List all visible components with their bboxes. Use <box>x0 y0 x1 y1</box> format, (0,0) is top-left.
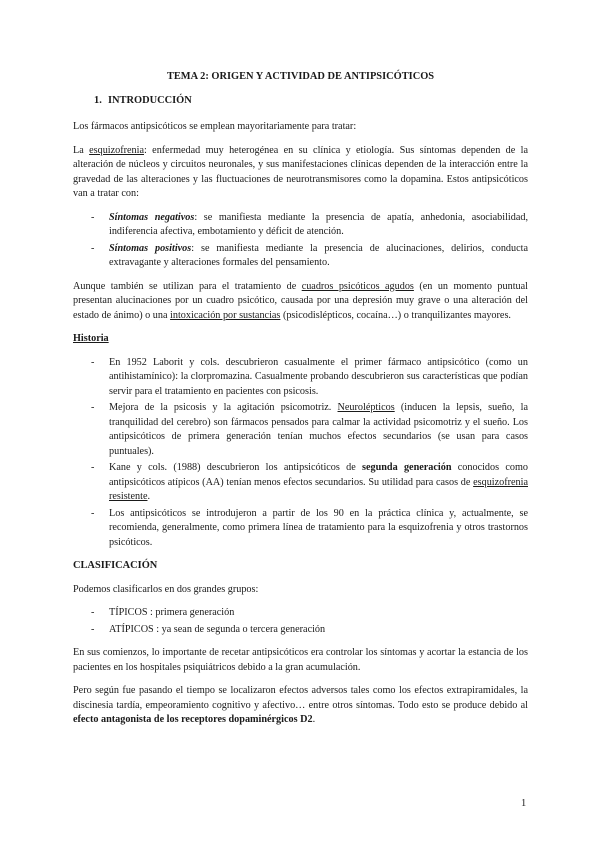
otros-usos-paragraph <box>73 280 528 324</box>
text-fragment: (psicodislépticos, cocaína…) o tranquilizantes mayores. <box>280 309 511 321</box>
list-item <box>73 211 528 240</box>
text-fragment: (en un momento puntual presentan alucinaciones por un cuadro psicótico, causada por una depresión muy grave o una alteración del estado de ánimo) o una <box>73 280 528 321</box>
text-fragment: : enfermedad muy heterogénea en su clínica y etiología. Sus síntomas dependen de la alteración de núcleos y circuitos neuronales, y sus manifestaciones clínicas dependen de la interacción entre la gravedad de las alteraciones y las fluctuaciones de neurotransmisores como la dopamina. Estos antipsicóticos van a tratar con: <box>73 144 528 199</box>
historia-heading: Historia <box>73 333 109 344</box>
term-esquizofrenia: esquizofrenia <box>89 144 144 156</box>
esquizofrenia-paragraph <box>73 144 528 202</box>
text-fragment: (inducen la lepsis, sueño, la tranquilidad del cerebro) son fármacos pensados para calmar la actividad psicomotriz y el sueño. Los antipsicóticos de primera generación tenían muchos efectos secundarios (se usan para casos puntuales). <box>109 402 529 457</box>
text-fragment: Aunque también se utilizan para el tratamiento de <box>73 280 302 292</box>
term-efecto-antagonista: efecto antagonista de los receptores dopaminérgicos D2 <box>73 714 313 725</box>
page-number: 1 <box>521 798 527 809</box>
term-neurolepticos: Neurolépticos <box>337 402 395 413</box>
section-heading-clasificacion: CLASIFICACIÓN <box>73 560 158 571</box>
list-item: - En 1952 Laborit y cols. descubrieron casualmente el primer fármaco antipsicótico (como un antihistamínico): la clorpromazina. Casualmente probando descubrieron sus características que podían servir para el tratamiento en pacientes con psicosis. <box>73 356 528 400</box>
text-fragment: conocidos como antipsicóticos atípicos (AA) tenían menos efectos secundarios. Su utilidad para casos de <box>109 462 528 488</box>
historia-list <box>73 356 528 551</box>
clasificacion-intro: Podemos clasificarlos en dos grandes grupos: <box>73 583 259 595</box>
text-fragment: : se manifiesta mediante la presencia de apatía, anhedonia, asociabilidad, indiferencia afectiva, embotamiento y déficit de atención. <box>109 211 528 237</box>
term-sintomas-negativos: Síntomas negativos <box>109 211 195 223</box>
comienzos-paragraph: En sus comienzos, lo importante de recetar antipsicóticos era controlar los síntomas y acortar la estancia de los pacientes en los hospitales psiquiátricos debido a la gran acumulación. <box>73 647 528 673</box>
clasificacion-list <box>73 606 528 637</box>
term-intoxicacion: intoxicación por sustancias <box>170 309 281 321</box>
text-fragment: Mejora de la psicosis y la agitación psicomotriz. <box>109 402 338 413</box>
list-item <box>73 242 528 271</box>
efectos-adversos-paragraph <box>73 684 528 728</box>
text-fragment: La <box>73 144 90 156</box>
list-item: - Los antipsicóticos se introdujeron a partir de los 90 en la práctica clínica y, actualmente, se recomienda, generalmente, como primera línea de tratamiento para la esquizofrenia y otros trastornos psicóticos. <box>73 507 528 551</box>
list-item <box>73 401 528 459</box>
list-item: - ATÍPICOS : ya sean de segunda o tercera generación <box>73 623 528 638</box>
term-sintomas-positivos: Síntomas positivos <box>109 242 192 254</box>
page-title: TEMA 2: ORIGEN Y ACTIVIDAD DE ANTIPSICÓTICOS <box>166 71 435 82</box>
section-heading-introduccion <box>94 94 528 109</box>
text-fragment: . <box>147 491 151 502</box>
text-fragment: . <box>312 714 316 725</box>
section-number: 1. <box>94 94 102 106</box>
term-esquizofrenia-resistente: esquizofrenia resistente <box>109 476 528 502</box>
text-fragment: Pero según fue pasando el tiempo se localizaron efectos adversos tales como los efectos extrapiramidales, la discinesia tardía, empeoramiento cognitivo y afectivo… entre otros síntomas. Todo esto se produce debido al <box>73 685 528 711</box>
list-item: - TÍPICOS : primera generación <box>73 606 528 621</box>
intro-paragraph: Los fármacos antipsicóticos se emplean mayoritariamente para tratar: <box>73 121 357 132</box>
term-segunda-generacion: segunda generación <box>362 462 452 473</box>
text-fragment: Kane y cols. (1988) descubrieron los antipsicóticos de <box>109 462 363 473</box>
term-cuadros-psicoticos: cuadros psicóticos agudos <box>301 280 414 292</box>
document-page <box>73 70 528 737</box>
section-title: INTRODUCCIÓN <box>108 94 192 106</box>
symptoms-list <box>73 211 528 271</box>
text-fragment: : se manifiesta mediante la presencia de alucinaciones, delirios, conducta extravagante y alteraciones formales del pensamiento. <box>109 242 528 268</box>
list-item <box>73 461 528 505</box>
